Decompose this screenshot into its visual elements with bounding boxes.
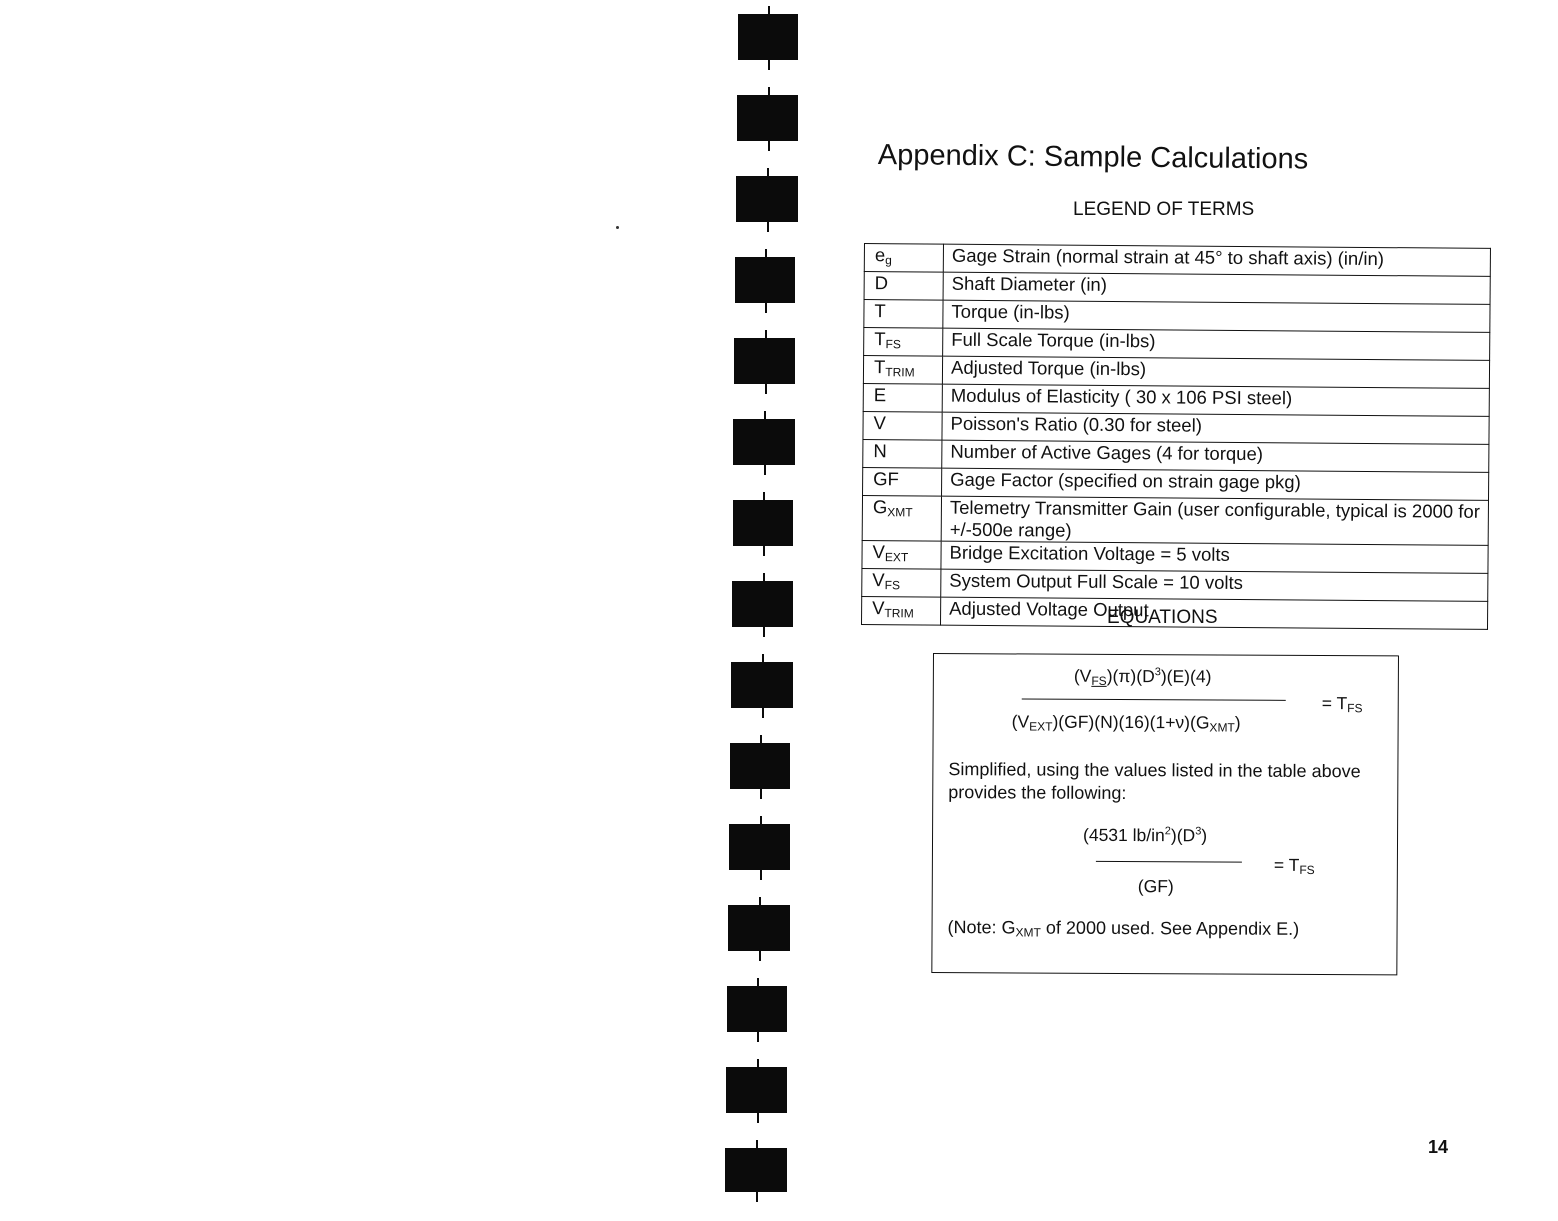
binding-ring (728, 905, 790, 951)
legend-symbol: T (864, 300, 943, 329)
legend-symbol: $V_{EXT}$ (862, 540, 941, 569)
binding-ring (726, 1067, 787, 1113)
legend-symbol: E (863, 383, 942, 412)
binding-ring (735, 257, 795, 303)
legend-definition: Telemetry Transmitter Gain (user configurable, typical is 2000 for +/-500e range) (941, 496, 1488, 545)
equation1-denominator: $(V_{EXT})(GF)(N)(16)(1+\nu)(G_{XMT})$ (1011, 711, 1241, 735)
legend-definition: Torque (in-lbs) (943, 300, 1490, 332)
legend-definition: Bridge Excitation Voltage = 5 volts (941, 541, 1488, 573)
equation2-numerator: (4531 $lb/in^2)(D^3)$ (1082, 824, 1208, 846)
legend-symbol: $T_{FS}$ (864, 328, 943, 357)
legend-definition: Modulus of Elasticity ( 30 x 106 PSI steel) (942, 384, 1489, 416)
legend-definition: Number of Active Gages (4 for torque) (942, 440, 1489, 472)
legend-symbol: $G_{XMT}$ (862, 495, 941, 541)
equation1-numerator: $(V_{FS})(\pi)(D^3)(E)(4)$ (1073, 665, 1212, 688)
legend-row (862, 495, 1488, 545)
legend-definition: Shaft Diameter (in) (943, 272, 1490, 304)
legend-definition: Adjusted Torque (in-lbs) (942, 356, 1489, 388)
legend-definition: Poisson's Ratio (0.30 for steel) (942, 412, 1489, 444)
legend-symbol: GF (863, 467, 942, 496)
legend-symbol: N (863, 439, 942, 468)
legend-table (861, 243, 1491, 630)
binding-ring (731, 662, 793, 708)
equation1-result: = $T_{FS}$ (1321, 693, 1363, 716)
equation2-fraction-bar (1096, 861, 1242, 863)
legend-heading: LEGEND OF TERMS (1073, 199, 1255, 220)
legend-definition: Adjusted Voltage Output (941, 597, 1488, 629)
binding-ring (732, 581, 793, 627)
binding-ring (737, 95, 798, 141)
legend-definition: Gage Strain (normal strain at 45° to shaft axis) (in/in) (943, 244, 1490, 276)
spiral-binding (722, 0, 812, 1221)
legend-symbol: $T_{TRIM}$ (863, 356, 942, 385)
binding-ring (725, 1148, 787, 1192)
binding-ring (734, 338, 795, 384)
equations-box (931, 653, 1399, 975)
equations-heading: EQUATIONS (1107, 607, 1218, 628)
binding-ring (729, 824, 790, 870)
simplified-text: Simplified, using the values listed in the table above provides the following: (948, 759, 1361, 804)
page-title: Appendix C: Sample Calculations (877, 139, 1309, 176)
note-text: (Note: $G_{XMT}$ of 2000 used. See Appendix E.) (947, 917, 1300, 940)
binding-ring (727, 986, 787, 1032)
legend-symbol: V (863, 411, 942, 440)
binding-ring (730, 743, 790, 789)
legend-symbol: $e_g$ (864, 244, 943, 273)
binding-ring (738, 14, 798, 60)
binding-ring (733, 419, 795, 465)
equation1-fraction-bar (1022, 698, 1286, 700)
binding-ring (736, 176, 798, 222)
legend-definition: Gage Factor (specified on strain gage pkg) (942, 468, 1489, 500)
legend-symbol: $V_{TRIM}$ (862, 596, 941, 625)
equation2-result: = $T_{FS}$ (1273, 854, 1315, 878)
page-number: 14 (1428, 1137, 1449, 1157)
legend-symbol: D (864, 272, 943, 301)
binding-ring (733, 500, 793, 546)
scan-speck (616, 226, 619, 229)
legend-definition: Full Scale Torque (in-lbs) (943, 328, 1490, 360)
legend-symbol: $V_{FS}$ (862, 568, 941, 597)
legend-definition: System Output Full Scale = 10 volts (941, 569, 1488, 601)
equation2-denominator: (GF) (1137, 876, 1174, 897)
